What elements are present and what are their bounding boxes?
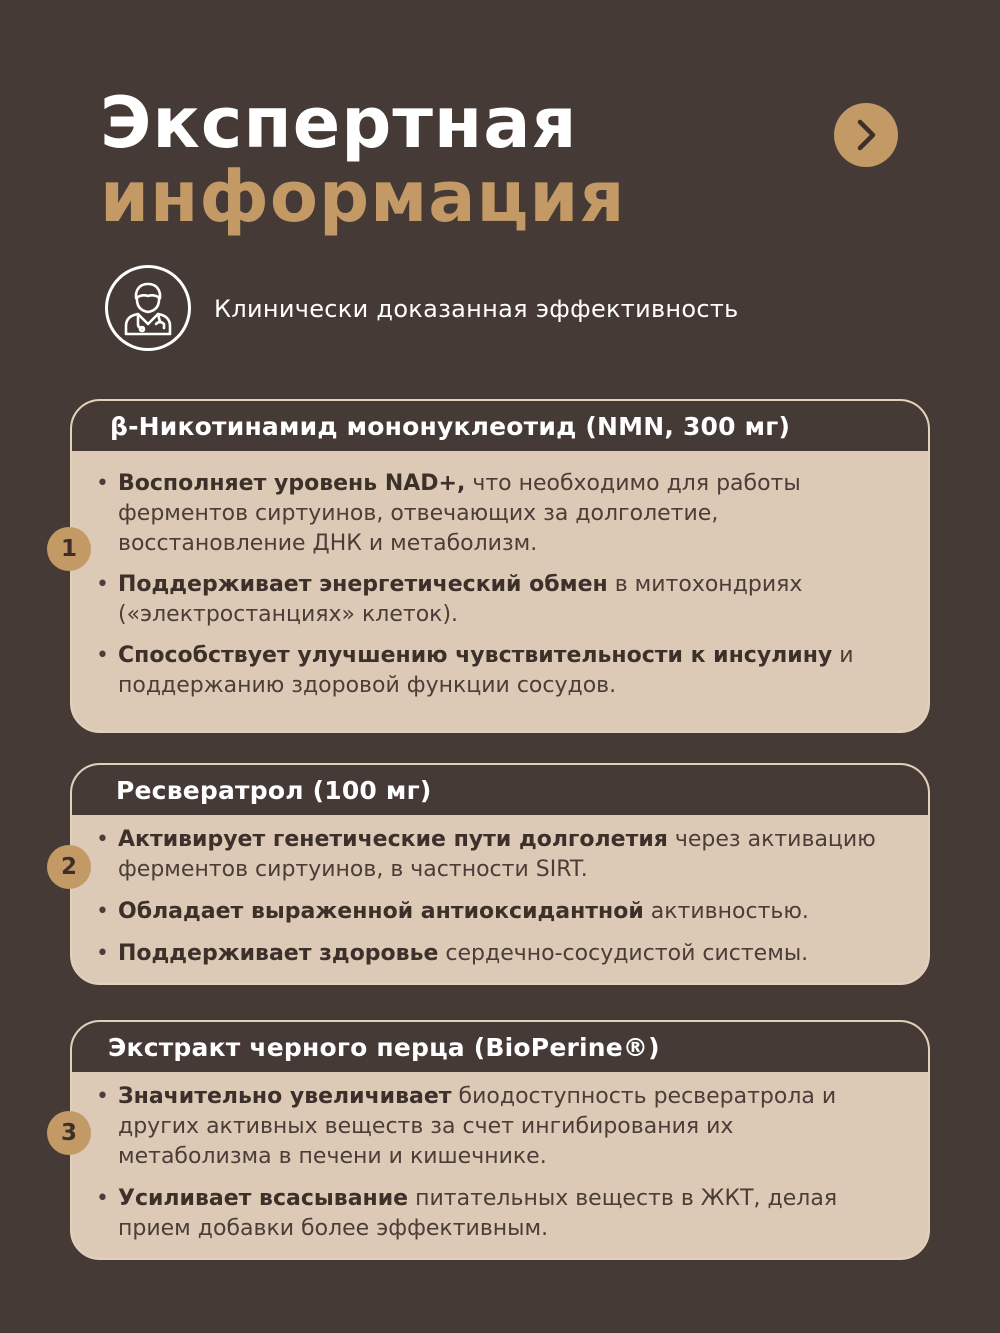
step-number-badge: 1 (47, 527, 91, 571)
doctor-icon-badge (105, 265, 191, 351)
list-item: • Значительно увеличивает биодоступность ресвератрола и других активных веществ за счет ингибирования их метаболизма в печени и кишечнике. (116, 1082, 888, 1172)
page-title-line2: информация (100, 156, 626, 238)
card-title: Ресвератрол (100 мг) (72, 765, 928, 815)
doctor-icon (120, 280, 176, 336)
ingredient-card-nmn (70, 399, 930, 733)
subtitle: Клинически доказанная эффективность (214, 295, 739, 323)
list-item: • Поддерживает энергетический обмен в митохондриях («электростанциях» клеток). (116, 570, 888, 630)
step-number-badge: 3 (47, 1111, 91, 1155)
card-title: Экстракт черного перца (BioPerine®) (72, 1022, 928, 1072)
next-button[interactable] (834, 103, 898, 167)
list-item: • Активирует генетические пути долголетия через активацию ферментов сиртуинов, в частности SIRT. (116, 825, 888, 885)
step-number-badge: 2 (47, 845, 91, 889)
ingredient-card-resveratrol (70, 763, 930, 985)
ingredient-card-bioperine (70, 1020, 930, 1260)
list-item: • Поддерживает здоровье сердечно-сосудистой системы. (116, 939, 888, 969)
list-item: • Восполняет уровень NAD+, что необходимо для работы ферментов сиртуинов, отвечающих за долголетие, восстановление ДНК и метаболизм. (116, 469, 888, 559)
list-item: • Способствует улучшению чувствительности к инсулину и поддержанию здоровой функции сосудов. (116, 641, 888, 701)
list-item: • Усиливает всасывание питательных веществ в ЖКТ, делая прием добавки более эффективным. (116, 1184, 888, 1244)
chevron-right-icon (851, 118, 881, 152)
page-title-line1: Экспертная (100, 82, 578, 164)
list-item: • Обладает выраженной антиоксидантной активностью. (116, 897, 888, 927)
card-title: β-Никотинамид мононуклеотид (NMN, 300 мг) (72, 401, 928, 451)
